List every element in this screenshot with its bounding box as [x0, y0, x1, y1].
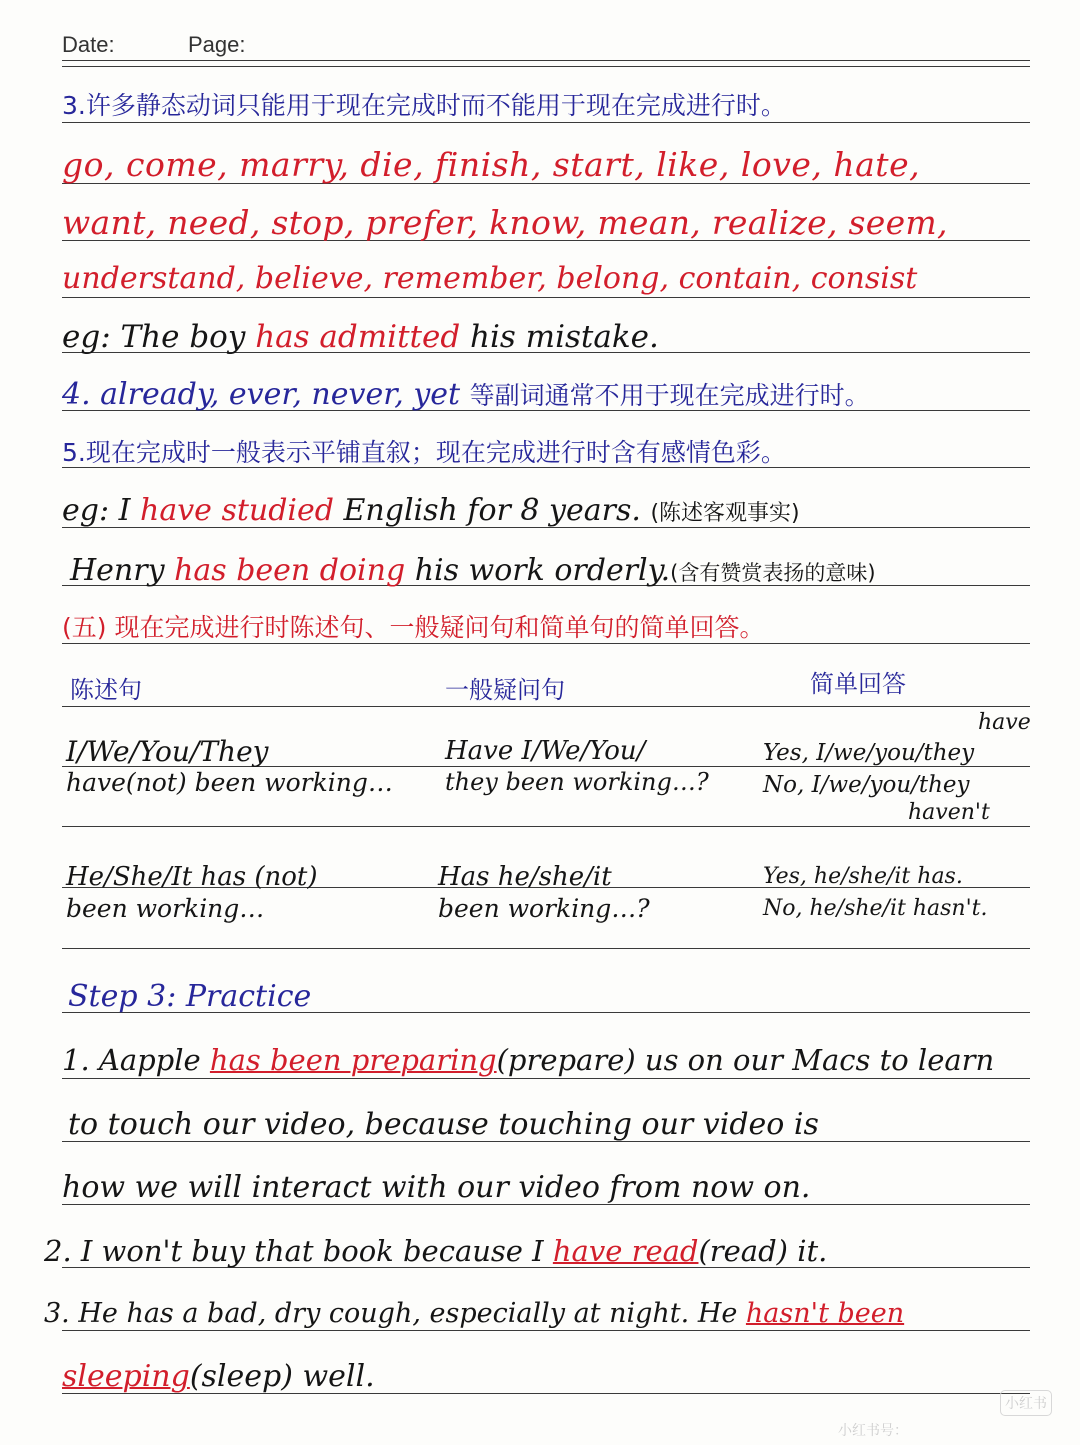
page-label: Page: [188, 32, 246, 57]
rule-5-heading: 5.现在完成时一般表示平铺直叙；现在完成进行时含有感情色彩。 [62, 438, 786, 467]
rule-5-example-2 [70, 553, 876, 588]
row-2-statement-line-1: He/She/It has (not) [66, 862, 318, 892]
q2-suffix: (read) it. [698, 1234, 828, 1268]
stative-verbs-line-2: want, need, stop, prefer, know, mean, realize, seem, [62, 203, 948, 242]
practice-q3-line-2 [62, 1359, 375, 1394]
rule-line [62, 122, 1030, 123]
row-1-statement-line-1: I/We/You/They [66, 735, 269, 768]
row-2-question-line-1: Has he/she/it [438, 862, 612, 892]
rule-line [62, 706, 1030, 707]
practice-q3-line-1 [44, 1300, 904, 1327]
row-1-statement-line-2: have(not) been working… [66, 768, 393, 797]
example-1-verb: have studied [140, 493, 334, 528]
row-2-statement-line-2: been working… [66, 894, 265, 923]
example-2-prefix: Henry [70, 553, 175, 588]
example-2-note: (含有赞赏表扬的意味) [670, 561, 876, 585]
header-question: 一般疑问句 [445, 676, 565, 704]
q3-prefix: 3. He has a bad, dry cough, especially at night. He [44, 1298, 746, 1329]
header-rule-2 [62, 66, 1030, 67]
q1-prefix: 1. Aapple [62, 1043, 210, 1077]
example-prefix: eg: The boy [62, 319, 256, 355]
example-1-prefix: eg: I [62, 493, 140, 528]
rule-line [62, 826, 1030, 827]
row-1-question-line-1: Have I/We/You/ [445, 736, 646, 766]
practice-q1-line-1 [62, 1043, 995, 1077]
q2-prefix: 2. I won't buy that book because I [44, 1234, 553, 1268]
rule-line [62, 297, 1030, 298]
q2-answer: have read [552, 1234, 699, 1268]
practice-title: Step 3: Practice [68, 979, 312, 1014]
example-2-suffix: his work orderly. [405, 553, 671, 588]
practice-q1-line-3: how we will interact with our video from now on. [62, 1170, 811, 1205]
example-2-verb: has been doing [174, 553, 406, 588]
stative-verbs-line-3: understand, believe, remember, belong, contain, consist [62, 261, 918, 296]
rule-line [62, 1330, 1030, 1331]
header-answer: 简单回答 [810, 670, 906, 698]
row-1-answer-line-1: Yes, I/we/you/they [763, 740, 975, 766]
row-1-question-line-2: they been working…? [445, 768, 709, 796]
rule-4 [62, 377, 870, 412]
header-statement: 陈述句 [70, 676, 142, 704]
rule-line [62, 643, 1030, 644]
watermark-id: 小红书号： [838, 1423, 908, 1439]
practice-q1-line-2: to touch our video, because touching our video is [68, 1107, 819, 1142]
rule-line [62, 467, 1030, 468]
row-1-answer-line-3: haven't [908, 800, 990, 825]
rule-4-adverbs: 4. already, ever, never, yet [62, 377, 470, 412]
q3-suffix: (sleep) well. [189, 1359, 375, 1394]
row-2-question-line-2: been working…? [438, 894, 650, 923]
q3-answer-line-2: sleeping [62, 1359, 190, 1394]
section-5-title: (五) 现在完成进行时陈述句、一般疑问句和简单句的简单回答。 [62, 613, 765, 642]
row-2-answer-line-2: No, he/she/it hasn't. [763, 896, 988, 921]
example-verb: has admitted [255, 319, 461, 355]
rule-4-chinese: 等副词通常不用于现在完成进行时。 [469, 381, 870, 410]
rule-3-heading: 3.许多静态动词只能用于现在完成时而不能用于现在完成进行时。 [62, 91, 786, 120]
q3-answer-line-1: hasn't been [745, 1298, 905, 1329]
practice-q2 [44, 1234, 828, 1268]
date-label: Date: [62, 32, 115, 57]
watermark-logo: 小红书 [1000, 1390, 1052, 1416]
example-1-note: (陈述客观事实) [650, 501, 800, 526]
rule-5-example-1 [62, 493, 800, 528]
example-suffix: his mistake. [460, 319, 659, 355]
rule-line [62, 1078, 1030, 1079]
q1-answer: has been preparing [209, 1043, 497, 1077]
rule-3-example [62, 319, 659, 355]
q1-line-1-suffix: (prepare) us on our Macs to learn [496, 1043, 995, 1077]
example-1-suffix: English for 8 years. [333, 493, 651, 528]
row-2-answer-line-1: Yes, he/she/it has. [763, 864, 963, 889]
stative-verbs-line-1: go, come, marry, die, finish, start, like, love, hate, [62, 145, 921, 184]
row-1-answer-top: have [978, 710, 1031, 735]
header-rule [62, 60, 1030, 61]
rule-line [62, 948, 1030, 949]
row-1-answer-line-2: No, I/we/you/they [763, 772, 970, 798]
